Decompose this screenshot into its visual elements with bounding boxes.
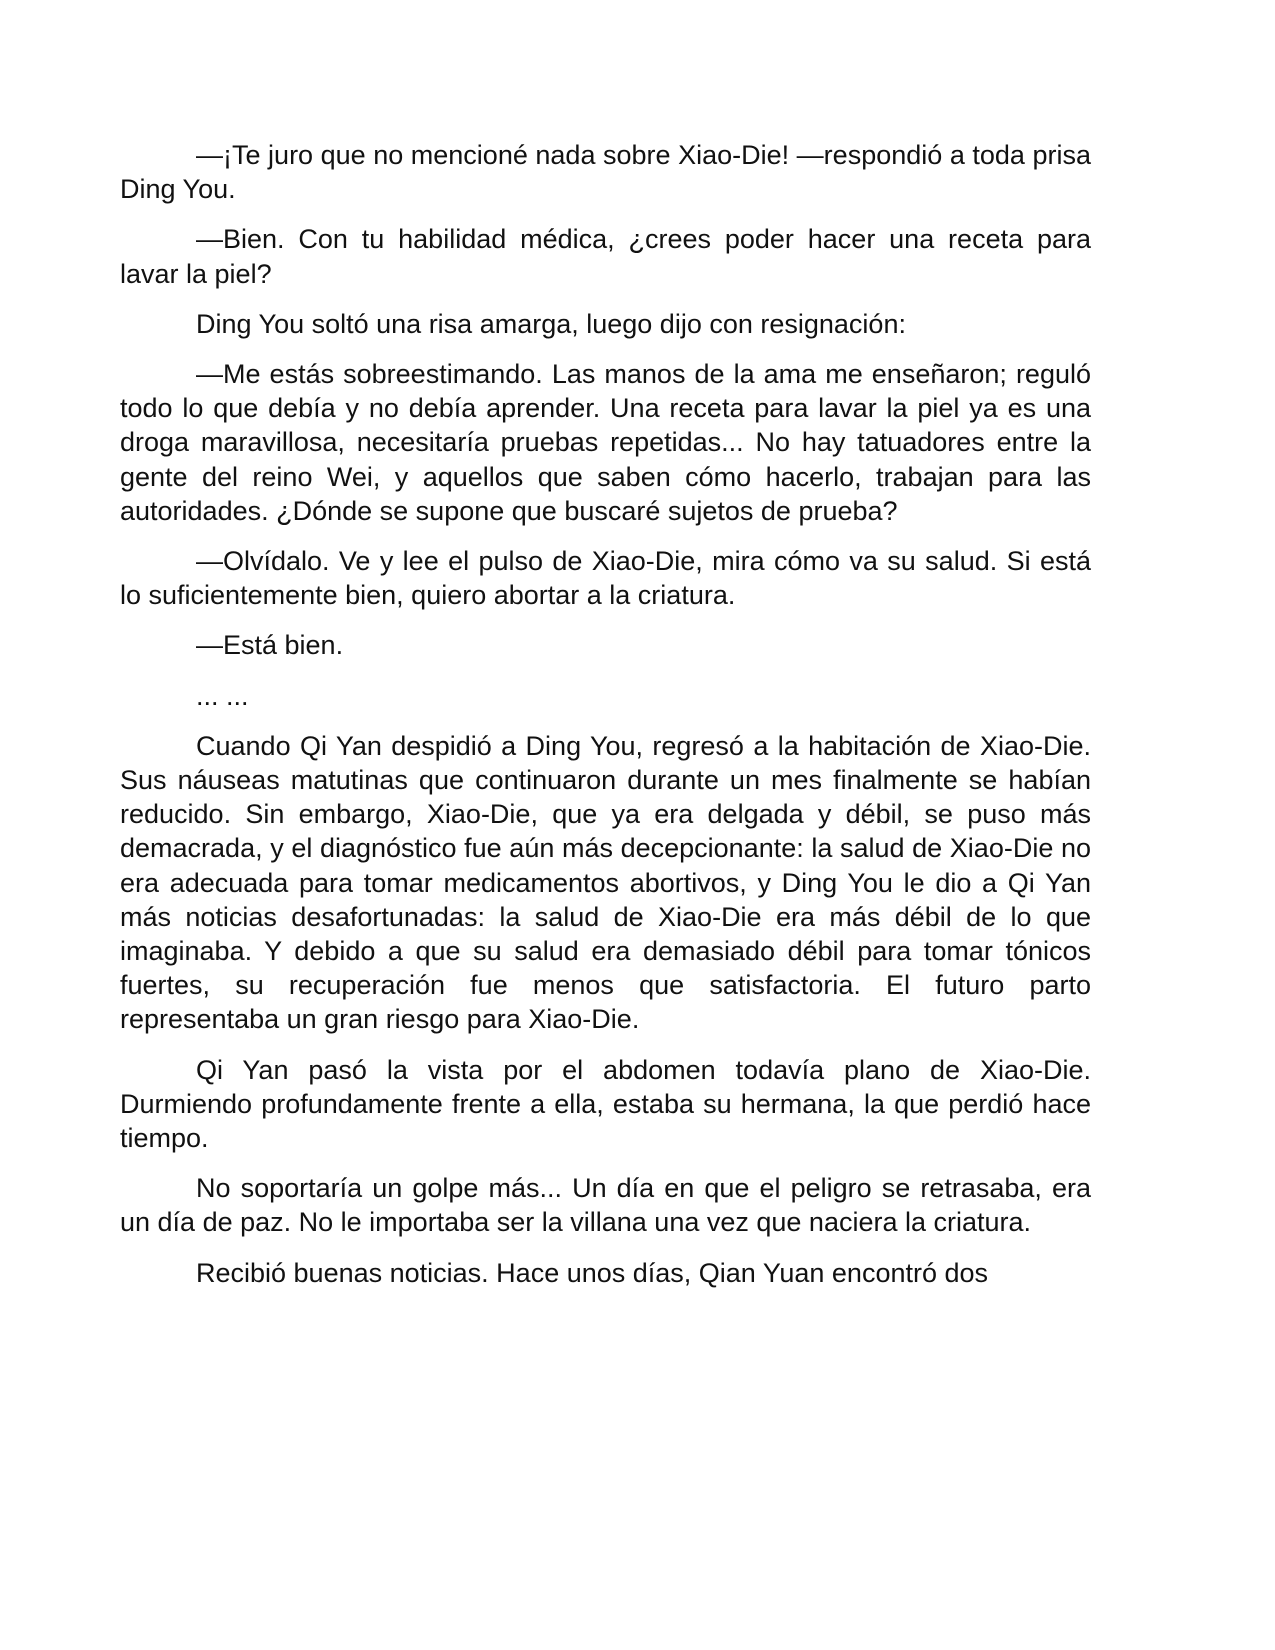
paragraph-8: Qi Yan pasó la vista por el abdomen todavía plano de Xiao-Die. Durmiendo profundamente frente a ella, estaba su hermana, la que perdió hace tiempo.: [120, 1054, 1091, 1154]
paragraph-3: Ding You soltó una risa amarga, luego dijo con resignación:: [196, 308, 906, 339]
paragraph-4: —Me estás sobreestimando. Las manos de la ama me enseñaron; reguló todo lo que debía y no debía aprender. Una receta para lavar la piel ya es una droga maravillosa, necesitaría pruebas repetidas... No hay tatuadores entre la gente del reino Wei, y aquellos que saben cómo hacerlo, trabajan para las autoridades. ¿Dónde se supone que buscaré sujetos de prueba?: [120, 359, 1091, 526]
paragraph-7: Cuando Qi Yan despidió a Ding You, regresó a la habitación de Xiao-Die. Sus náuseas matutinas que continuaron durante un mes finalmente se habían reducido. Sin embargo, Xiao-Die, que ya era delgada y débil, se puso más demacrada, y el diagnóstico fue aún más decepcionante: la salud de Xiao-Die no era adecuada para tomar medicamentos abortivos, y Ding You le dio a Qi Yan más noticias desafortunadas: la salud de Xiao-Die era más débil de lo que imaginaba. Y debido a que su salud era demasiado débil para tomar tónicos fuertes, su recuperación fue menos que satisfactoria. El futuro parto representaba un gran riesgo para Xiao-Die.: [120, 730, 1091, 1035]
scene-break: ... ...: [196, 680, 249, 711]
paragraph-2: —Bien. Con tu habilidad médica, ¿crees poder hacer una receta para lavar la piel?: [120, 224, 1091, 289]
paragraph-6: —Está bien.: [196, 630, 344, 661]
paragraph-9: No soportaría un golpe más... Un día en que el peligro se retrasaba, era un día de paz. No le importaba ser la villana una vez que naciera la criatura.: [120, 1173, 1091, 1238]
paragraph-10: Recibió buenas noticias. Hace unos días, Qian Yuan encontró dos: [196, 1257, 989, 1288]
document-page: [120, 138, 1091, 1306]
paragraph-1: —¡Te juro que no mencioné nada sobre Xiao-Die! —respondió a toda prisa Ding You.: [120, 140, 1091, 205]
paragraph-5: —Olvídalo. Ve y lee el pulso de Xiao-Die, mira cómo va su salud. Si está lo suficientemente bien, quiero abortar a la criatura.: [120, 546, 1091, 611]
